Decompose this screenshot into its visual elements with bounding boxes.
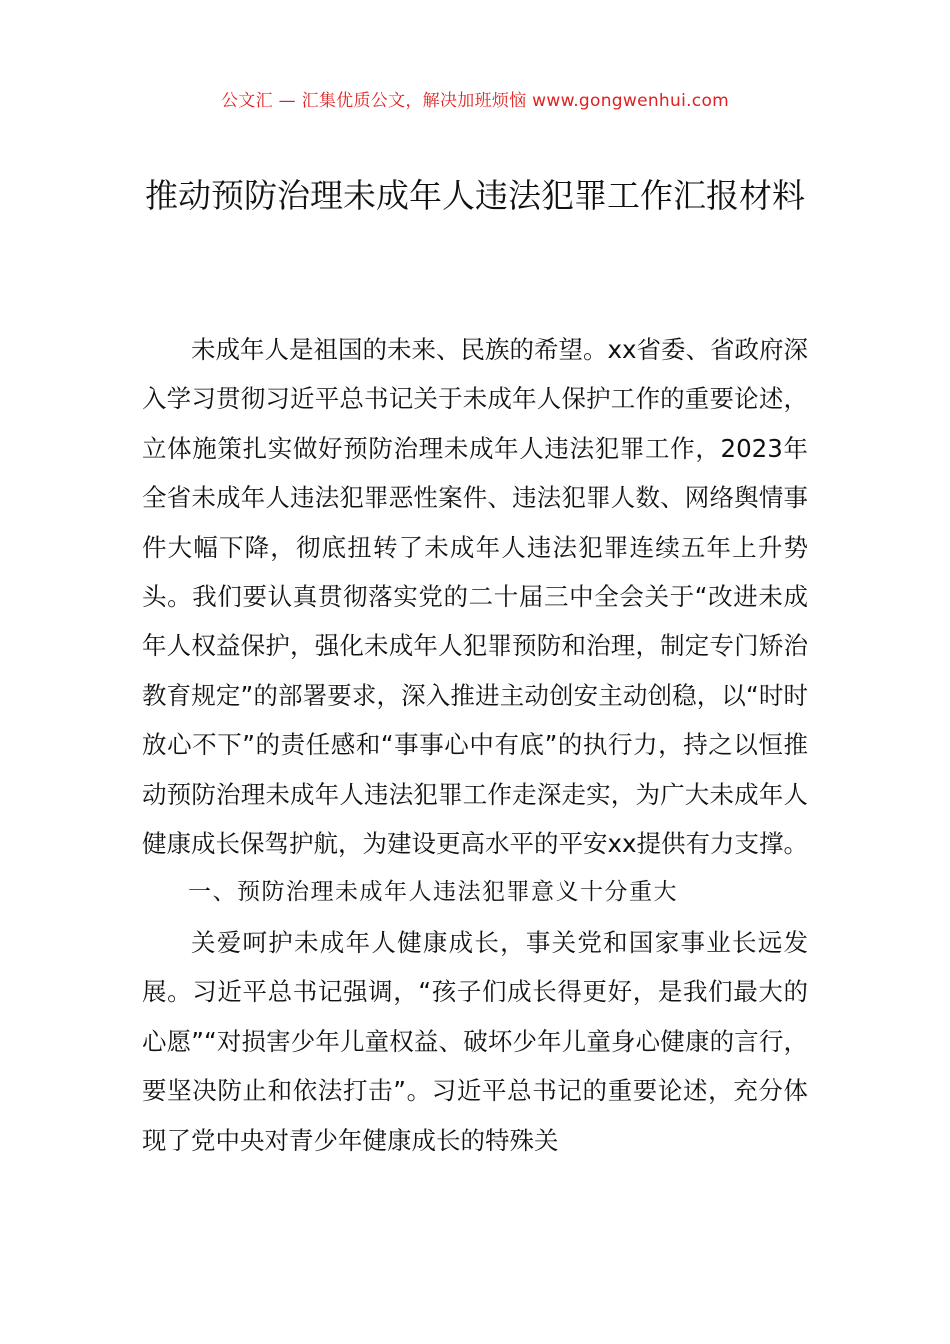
paragraph-section-1: 关爱呵护未成年人健康成长，事关党和国家事业长远发展。习近平总书记强调，“孩子们成长得更好，是我们最大的心愿”“对损害少年儿童权益、破坏少年儿童身心健康的言行，要坚决防止和依法打击”。习近平总书记的重要论述，充分体现了党中央对青少年健康成长的特殊关 — [142, 927, 808, 1155]
document-title: 推动预防治理未成年人违法犯罪工作汇报材料 — [145, 176, 805, 215]
paragraph-intro: 未成年人是祖国的未来、民族的希望。xx省委、省政府深入学习贯彻习近平总书记关于未成年人保护工作的重要论述，立体施策扎实做好预防治理未成年人违法犯罪工作，2023年全省未成年人违法犯罪恶性案件、违法犯罪人数、网络舆情事件大幅下降，彻底扭转了未成年人违法犯罪连续五年上升势头。我们要认真贯彻落实党的二十届三中全会关于“改进未成年人权益保护，强化未成年人犯罪预防和治理，制定专门矫治教育规定”的部署要求，深入推进主动创安主动创稳，以“时时放心不下”的责任感和“事事心中有底”的执行力，持之以恒推动预防治理未成年人违法犯罪工作走深走实，为广大未成年人健康成长保驾护航，为建设更高水平的平安xx提供有力支撑。 — [142, 335, 808, 859]
section-heading-1: 一、预防治理未成年人违法犯罪意义十分重大 — [188, 879, 678, 906]
document-body — [142, 325, 808, 1165]
watermark-header: 公文汇 — 汇集优质公文，解决加班烦恼 www.gongwenhui.com — [220, 91, 730, 111]
